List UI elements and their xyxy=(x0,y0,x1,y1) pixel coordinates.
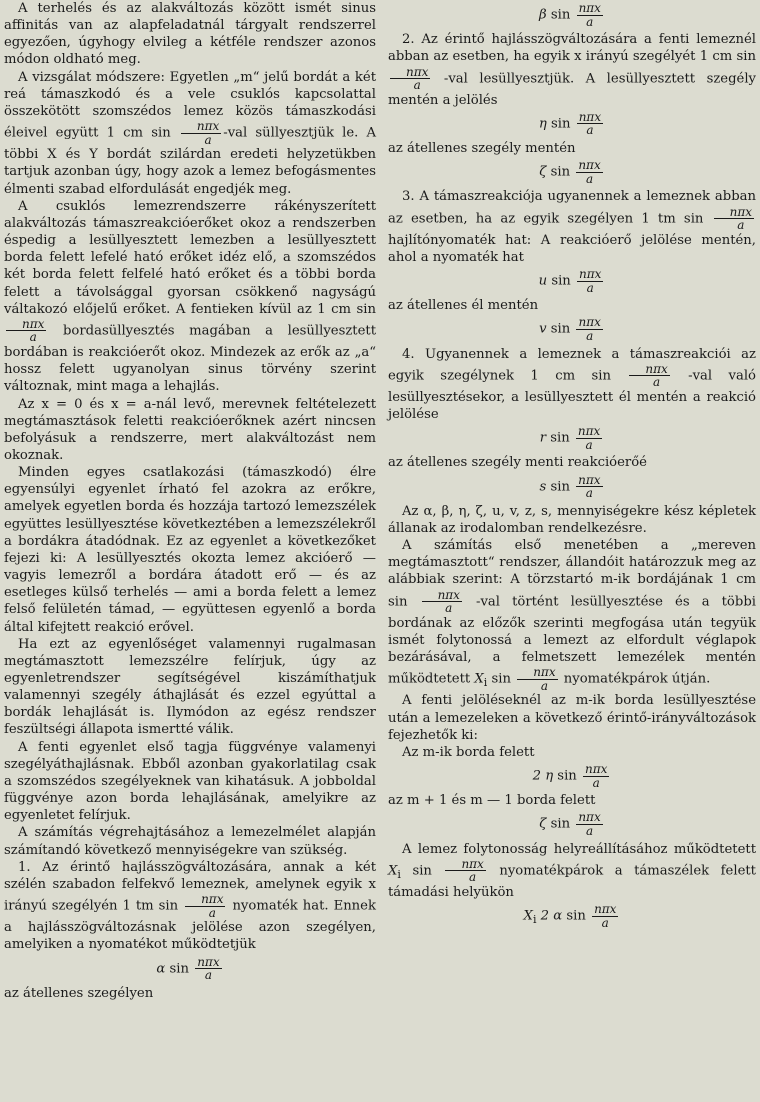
fraction xyxy=(577,2,603,28)
equation-alpha xyxy=(4,956,376,982)
sin-label: sin xyxy=(557,768,577,784)
text-run: 3. A támaszreakciója ugyanennek a lemeznek abban az esetben, ha az egyik szegélyen 1 tm sin xyxy=(388,189,756,227)
fraction xyxy=(576,425,602,451)
text-run: 4. Ugyanennek a lemeznek a támaszreakciói az egyik szegélynek 1 cm sin xyxy=(388,346,756,384)
paragraph: Az α, β, η, ζ, u, v, z, s, mennyiségekre kész képletek állanak az irodalomban rendelkezésre. xyxy=(388,503,756,536)
sin-label: sin xyxy=(551,273,571,289)
sin-label: sin xyxy=(550,816,571,832)
fraction-denominator: a xyxy=(413,78,421,93)
fraction-denominator: a xyxy=(586,123,594,138)
paragraph: A terhelés és az alakváltozás között ismét sinus affinitás van az alapfeladatnál tárgyalt rendszerrel egyezően, úgyhogy elvileg a kétféle rendszer azonos módon oldható meg. xyxy=(4,1,376,68)
sin-label: sin xyxy=(550,321,571,337)
equation-eta xyxy=(388,111,756,137)
paragraph: az átellenes szegély menti reakcióerőé xyxy=(388,455,647,471)
paragraph xyxy=(4,198,376,396)
paragraph xyxy=(388,841,756,902)
symbol: s xyxy=(539,479,547,495)
paragraph: az átellenes szegély mentén xyxy=(388,141,576,157)
paragraph: A fenti egyenlet első tagja függvénye valamenyi szegélyáthajlásnak. Ebből azonban gyakorlatilag csak a szomszédos szegélyeknek van kihatásuk. A jobboldal függvénye azon borda lehajlásának, amelyikre az egyenletet felírjuk. xyxy=(4,739,376,824)
equation-zeta xyxy=(388,159,756,185)
equation-r xyxy=(388,425,756,451)
fraction-numerator: nπx xyxy=(584,762,608,776)
paragraph xyxy=(388,31,756,109)
equation-2eta xyxy=(388,763,756,789)
symbol: α xyxy=(156,961,166,977)
fraction-denominator: a xyxy=(585,437,593,452)
fraction-numerator: nπx xyxy=(578,472,601,487)
fraction-numerator: nπx xyxy=(6,318,46,332)
sin-label: sin xyxy=(550,164,571,180)
fraction-denominator: a xyxy=(29,330,37,345)
sin-label: sin xyxy=(550,479,570,495)
fraction xyxy=(576,316,602,342)
fraction-numerator: nπx xyxy=(714,206,754,220)
symbol: ζ xyxy=(539,164,547,180)
symbol: X xyxy=(523,908,533,924)
fraction-numerator: nπx xyxy=(517,666,557,680)
paragraph: Minden egyes csatlakozási (támaszkodó) élre egyensúlyi egyenlet írható fel azokra az erőkre, amelyek egyetlen borda és hozzája tartozó lemezszélek együttes lesüllyesztése következtében a lemezszélekről a bordákra átadódnak. Ez az egyenlet a következőket fejezi ki: A lesüllyesztés okozta lemez akcióerő — vagyis lemezről a bordára átadott erő — és az esetleges külső terhelés — ami a borda felett a lemez felső felületén támad, — együttesen egyenlő a borda által kifejtett reakció erővel. xyxy=(4,465,376,635)
fraction xyxy=(629,363,669,389)
symbol: u xyxy=(538,273,548,289)
fraction-numerator: nπx xyxy=(629,363,669,377)
text-run: -val történt lesüllyesztése és a többi bordának az előzők szerinti megfogása után tegyük ismét folytonossá a lemezt az elfordult véglapok bezárásával, a felmetszett lemezélek mentén működtetett xyxy=(388,594,756,687)
fraction-denominator: a xyxy=(445,601,453,616)
equation-beta xyxy=(388,2,756,28)
paragraph xyxy=(388,188,756,266)
sin-label: sin xyxy=(491,671,511,687)
fraction-numerator: nπx xyxy=(390,66,430,80)
sin-label: sin xyxy=(412,863,432,879)
fraction-numerator: nπx xyxy=(578,109,602,124)
fraction-denominator: a xyxy=(585,823,594,838)
symbol: r xyxy=(539,430,547,446)
fraction-numerator: nπx xyxy=(185,893,225,907)
fraction-numerator: nπx xyxy=(578,1,601,15)
fraction xyxy=(517,666,557,692)
text-run: nyomaték hat. Ennek a hajlásszögváltozásnak jelölése azon szegélyen, amelyiken a nyomatékot működtetjük xyxy=(4,898,376,953)
text-run: A vizsgálat módszere: Egyetlen „m“ jelű bordát a két reá támaszkodó és a vele csuklós kapcsolattal összekötött szomszédos lemez közös támaszkodási éleivel együtt 1 cm sin xyxy=(4,69,376,141)
fraction-denominator: a xyxy=(737,218,745,233)
text-run: A lemez folytonosság helyreállításához működtetett xyxy=(402,841,756,857)
paragraph: Az x = 0 és x = a-nál levő, merevnek feltételezett megtámasztások feletti reakcióerőknek azért nincsen befolyásuk a rendszerre, mert alakváltozást nem okoznak. xyxy=(4,396,376,463)
text-run: -val süllyesztjük le. A többi X és Y bordát szilárdan eredeti helyzetükben tartjuk azonban úgy, hogy azok a lemez befogásmentes élmenti szabad elfordulását engedjék meg. xyxy=(4,125,376,197)
equation-u xyxy=(388,268,756,294)
fraction xyxy=(445,858,485,884)
sin-label: sin xyxy=(550,7,571,23)
fraction xyxy=(577,268,603,294)
symbol: η xyxy=(538,116,547,132)
symbol: ζ xyxy=(539,816,547,832)
text-run: nyomatékpárok útján. xyxy=(563,671,711,687)
fraction-numerator: nπx xyxy=(579,267,602,282)
fraction-denominator: a xyxy=(601,915,609,930)
fraction-numerator: nπx xyxy=(578,315,601,330)
paragraph: Ha ezt az egyenlőséget valamennyi rugalmasan megtámasztott lemezszélre felírjuk, úgy az egyenletrendszer segítségével kiszámíthatjuk valamennyi szegély áthajlását és ezzel egyúttal a bordák lehajlását is. Ilymódon az egész rendszer feszültségi állapota ismertté válik. xyxy=(4,636,376,738)
fraction xyxy=(195,956,221,982)
fraction-denominator: a xyxy=(469,870,477,885)
fraction xyxy=(714,206,754,232)
fraction-numerator: nπx xyxy=(422,589,462,603)
text-run: A számítás első menetében a „mereven megtámasztott“ rendszer, állandóit határozzuk meg az alábbiak szerint: A törzstartó m-ik bordájának 1 cm sin xyxy=(388,538,756,610)
equation-last xyxy=(388,903,756,929)
subscript: i xyxy=(397,867,401,881)
fraction-numerator: nπx xyxy=(445,858,485,872)
equation-s xyxy=(388,474,756,500)
equation-zeta-2 xyxy=(388,811,756,837)
paragraph: Az m-ik borda felett xyxy=(402,744,535,760)
text-run: 1. Az érintő hajlásszögváltozására, annak a két szélén szabadon felfekvő lemeznek, amelynek egyik x irányú szegélyén 1 tm sin xyxy=(4,859,376,914)
fraction-numerator: nπx xyxy=(578,810,601,825)
paragraph: A számítás végrehajtásához a lemezelmélet alapján számítandó következő mennyiségekre van szükség. xyxy=(4,825,376,858)
paragraph: az átellenes szegélyen xyxy=(4,985,154,1001)
paragraph xyxy=(388,537,756,692)
fraction-denominator: a xyxy=(586,280,594,295)
fraction-denominator: a xyxy=(586,328,594,343)
sin-label: sin xyxy=(550,430,570,446)
fraction xyxy=(185,893,225,919)
fraction-denominator: a xyxy=(652,375,661,390)
fraction xyxy=(422,589,462,615)
text-run: hajlítónyomaték hat: A reakcióerő jelölése mentén, ahol a nyomaték hat xyxy=(388,232,756,265)
fraction-numerator: nπx xyxy=(181,120,221,134)
paragraph: az átellenes él mentén xyxy=(388,298,539,314)
fraction-denominator: a xyxy=(585,486,593,501)
fraction-numerator: nπx xyxy=(577,424,601,439)
fraction-denominator: a xyxy=(204,132,212,147)
fraction-numerator: nπx xyxy=(594,902,617,917)
equation-v xyxy=(388,316,756,342)
paragraph xyxy=(388,346,756,424)
symbol: 2 α xyxy=(540,908,563,924)
fraction xyxy=(576,811,602,837)
fraction xyxy=(181,120,221,146)
fraction-denominator: a xyxy=(585,171,594,186)
sin-label: sin xyxy=(566,908,586,924)
fraction xyxy=(592,903,618,929)
symbol: X xyxy=(474,671,484,687)
symbol: 2 η xyxy=(532,768,554,784)
fraction xyxy=(576,474,602,500)
left-column xyxy=(4,0,376,1002)
text-run: A csuklós lemezrendszerre rákényszerített alakváltozás támaszreakcióerőket okoz a rendszerben éspedig a lesüllyesztett lemezben a lesüllyesztett borda felett lefelé ható erőket idéz elő, a szomszédos két borda felett felfelé ható erőket és a többi borda felett a távolsággal gyorsan csökkenő nagyságú váltakozó előjelű erőket. A fentieken kívül az 1 cm sin xyxy=(4,198,376,317)
symbol: X xyxy=(388,863,398,879)
fraction xyxy=(390,66,430,92)
paragraph xyxy=(4,69,376,198)
fraction xyxy=(576,159,602,185)
fraction xyxy=(583,763,609,789)
fraction xyxy=(577,111,603,137)
fraction-denominator: a xyxy=(204,968,212,983)
paragraph xyxy=(4,859,376,954)
fraction xyxy=(6,318,46,344)
text-run: nyomatékpárok a támaszélek felett támadási helyükön xyxy=(388,863,756,900)
text-run: -val való lesüllyesztésekor, a lesüllyesztett él mentén a reakció jelölése xyxy=(388,368,756,423)
fraction-denominator: a xyxy=(586,14,594,29)
right-column xyxy=(388,0,756,932)
symbol: β xyxy=(539,7,547,23)
symbol: v xyxy=(539,321,547,337)
paragraph: az m + 1 és m — 1 borda felett xyxy=(388,793,596,809)
fraction-numerator: nπx xyxy=(578,158,601,173)
fraction-numerator: nπx xyxy=(197,954,220,969)
sin-label: sin xyxy=(551,116,571,132)
paragraph: A fenti jelöléseknél az m-ik borda lesüllyesztése után a lemezeleken a következő érintő-irányváltozások fejezhetők ki: xyxy=(388,693,756,743)
subscript: i xyxy=(483,676,488,690)
subscript: i xyxy=(532,913,537,927)
fraction-denominator: a xyxy=(592,775,600,790)
fraction-denominator: a xyxy=(540,678,548,693)
sin-label: sin xyxy=(169,961,189,977)
fraction-denominator: a xyxy=(208,905,216,920)
text-run: 2. Az érintő hajlásszögváltozására a fenti lemeznél abban az esetben, ha egyik x irányú szegélyét 1 cm sin xyxy=(388,32,756,65)
text-run: bordasüllyesztés magában a lesüllyesztett bordában is reakcióerőt okoz. Mindezek az erők az „a“ hossz felett ugyanolyan sinus törvény szerint változnak, mint maga a lehajlás. xyxy=(4,323,376,395)
text-run: -val lesüllyesztjük. A lesüllyesztett szegély mentén a jelölés xyxy=(388,71,756,108)
